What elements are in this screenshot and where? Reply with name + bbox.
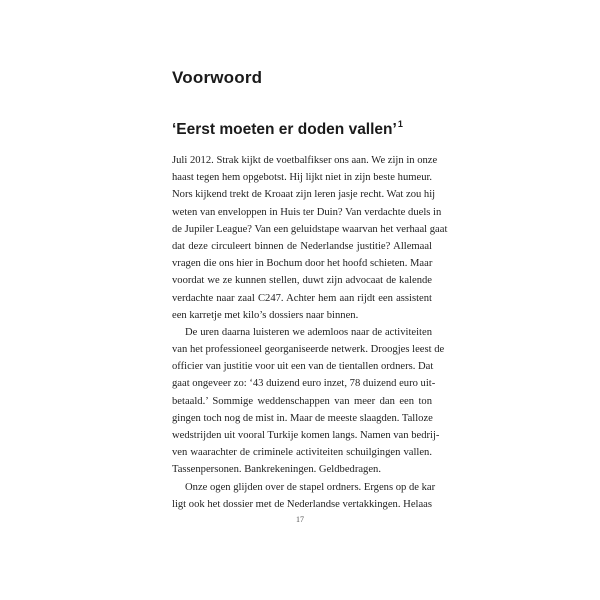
body-line: ven waarachter de criminele activiteiten schuilgingen vallen. — [172, 447, 432, 459]
body-line: Nors kijkend trekt de Kroaat zijn leren jasje recht. Wat zou hij — [172, 189, 436, 201]
section-title-text: ‘Eerst moeten er doden vallen’ — [172, 121, 397, 138]
body-line: Tassenpersonen. Bankrekeningen. Geldbedragen. — [172, 464, 381, 476]
body-line: dat deze circuleert binnen de Nederlandse justitie? Allemaal — [172, 240, 432, 252]
body-line: verdachte naar zaal C247. Achter hem aan rijdt een assistent — [172, 292, 432, 304]
body-line: haast tegen hem opgebotst. Hij lijkt niet in zijn beste humeur. — [172, 172, 433, 184]
body-line: ligt ook het dossier met de Nederlandse vertakkingen. Helaas — [172, 498, 432, 510]
section-title — [172, 119, 403, 139]
body-line: wedstrijden uit vooral Turkije komen langs. Namen van bedrij- — [172, 430, 440, 441]
body-text — [172, 152, 448, 513]
page-number: 17 — [296, 515, 304, 524]
chapter-title: Voorwoord — [172, 68, 263, 87]
body-line: vragen die ons hier in Bochum door het hoofd schieten. Maar — [172, 258, 433, 270]
body-line: weten van enveloppen in Huis ter Duin? Van verdachte duels in — [172, 206, 442, 218]
body-line: betaald.’ Sommige weddenschappen van meer dan een ton — [172, 395, 432, 407]
body-line: een karretje met kilo’s dossiers naar binnen. — [172, 309, 359, 321]
body-line: officier van justitie voor uit een van de tientallen ordners. Dat — [172, 361, 434, 373]
body-line: voordat we ze kunnen stellen, duwt zijn advocaat de kalende — [172, 275, 432, 287]
body-line: de Jupiler League? Van een geluidstape waarvan het verhaal gaat — [172, 223, 448, 235]
body-line: van het professioneel georganiseerde netwerk. Droogjes leest de — [172, 344, 445, 356]
body-line: Juli 2012. Strak kijkt de voetbalfikser ons aan. We zijn in onze — [172, 155, 438, 166]
body-line: gaat ongeveer zo: ‘43 duizend euro inzet, 78 duizend euro uit- — [172, 378, 436, 390]
body-line: De uren daarna luisteren we ademloos naar de activiteiten — [185, 326, 432, 338]
body-line: gingen toch nog de mist in. Maar de meeste slaagden. Talloze — [172, 412, 433, 424]
body-line: Onze ogen glijden over de stapel ordners. Ergens op de kar — [185, 481, 436, 493]
footnote-marker: 1 — [397, 119, 403, 129]
